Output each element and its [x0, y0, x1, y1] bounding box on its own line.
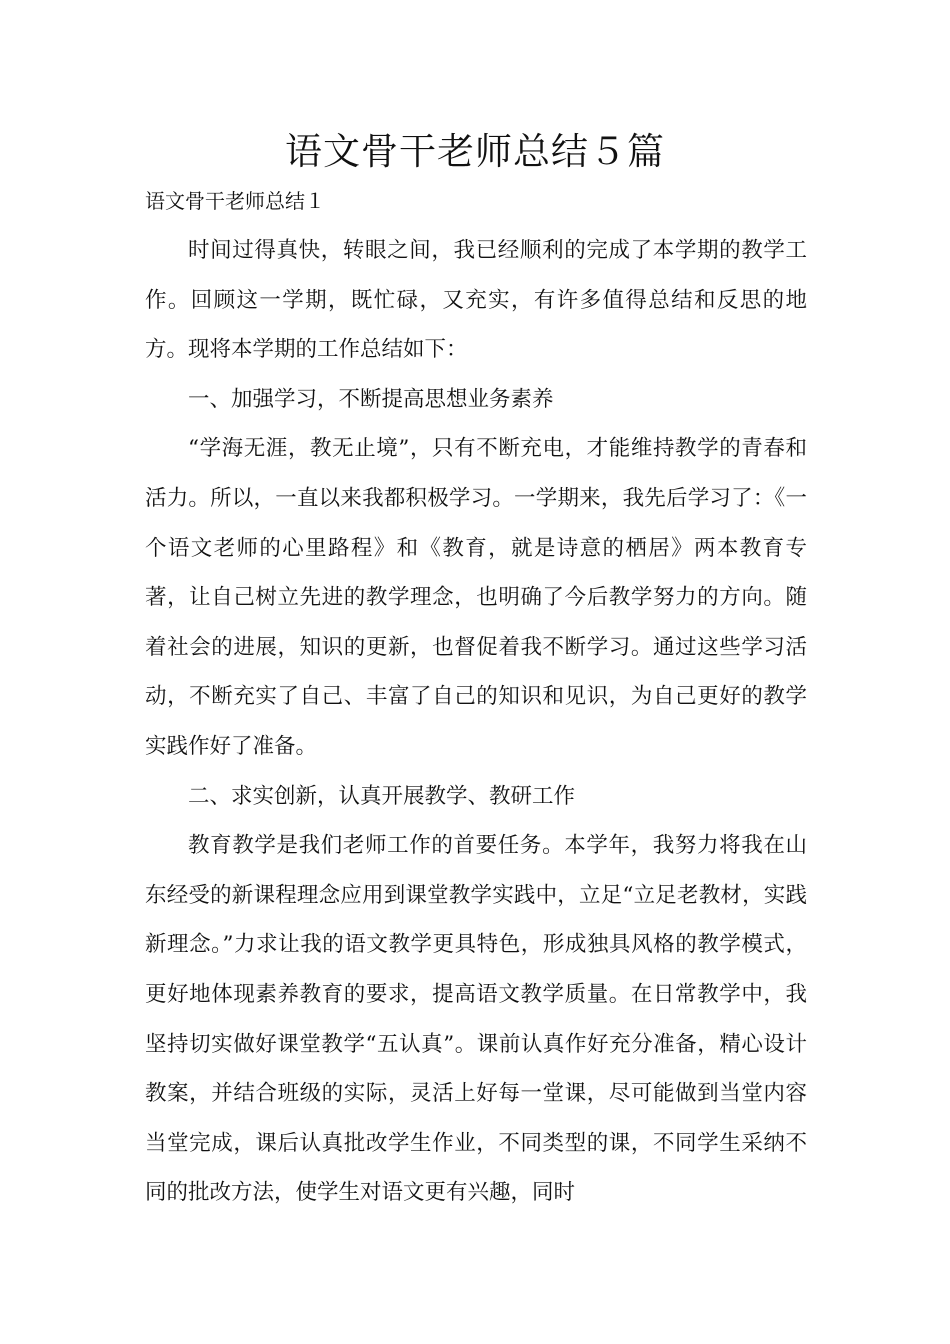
section-heading: 二、求实创新，认真开展教学、教研工作: [188, 783, 576, 809]
document-title: 语文骨干老师总结５篇: [285, 130, 665, 173]
paragraph: 教育教学是我们老师工作的首要任务。本学年，我努力将我在山东经受的新课程理念应用到课堂教学实践中，立足“立足老教材，实践新理念。”力求让我的语文教学更具特色，形成独具风格的教学模式，更好地体现素养教育的要求，提高语文教学质量。在日常教学中，我坚持切实做好课堂教学“五认真”。课前认真作好充分准备，精心设计教案，并结合班级的实际，灵活上好每一堂课，尽可能做到当堂内容当堂完成，课后认真批改学生作业，不同类型的课，不同学生采纳不同的批改方法，使学生对语文更有兴趣，同时: [145, 833, 807, 1206]
document-body: [145, 226, 807, 1218]
section-subheading: 语文骨干老师总结１: [145, 189, 325, 213]
paragraph: “学海无涯，教无止境”，只有不断充电，才能维持教学的青春和活力。所以，一直以来我都积极学习。一学期来，我先后学习了：《一个语文老师的心里路程》和《教育，就是诗意的栖居》两本教育专著，让自己树立先进的教学理念，也明确了今后教学努力的方向。随着社会的进展，知识的更新，也督促着我不断学习。通过这些学习活动，不断充实了自己、丰富了自己的知识和见识，为自己更好的教学实践作好了准备。: [145, 436, 807, 759]
section-heading: 一、加强学习，不断提高思想业务素养: [188, 386, 554, 412]
paragraph: 时间过得真快，转眼之间，我已经顺利的完成了本学期的教学工作。回顾这一学期，既忙碌，又充实，有许多值得总结和反思的地方。现将本学期的工作总结如下：: [145, 238, 807, 363]
